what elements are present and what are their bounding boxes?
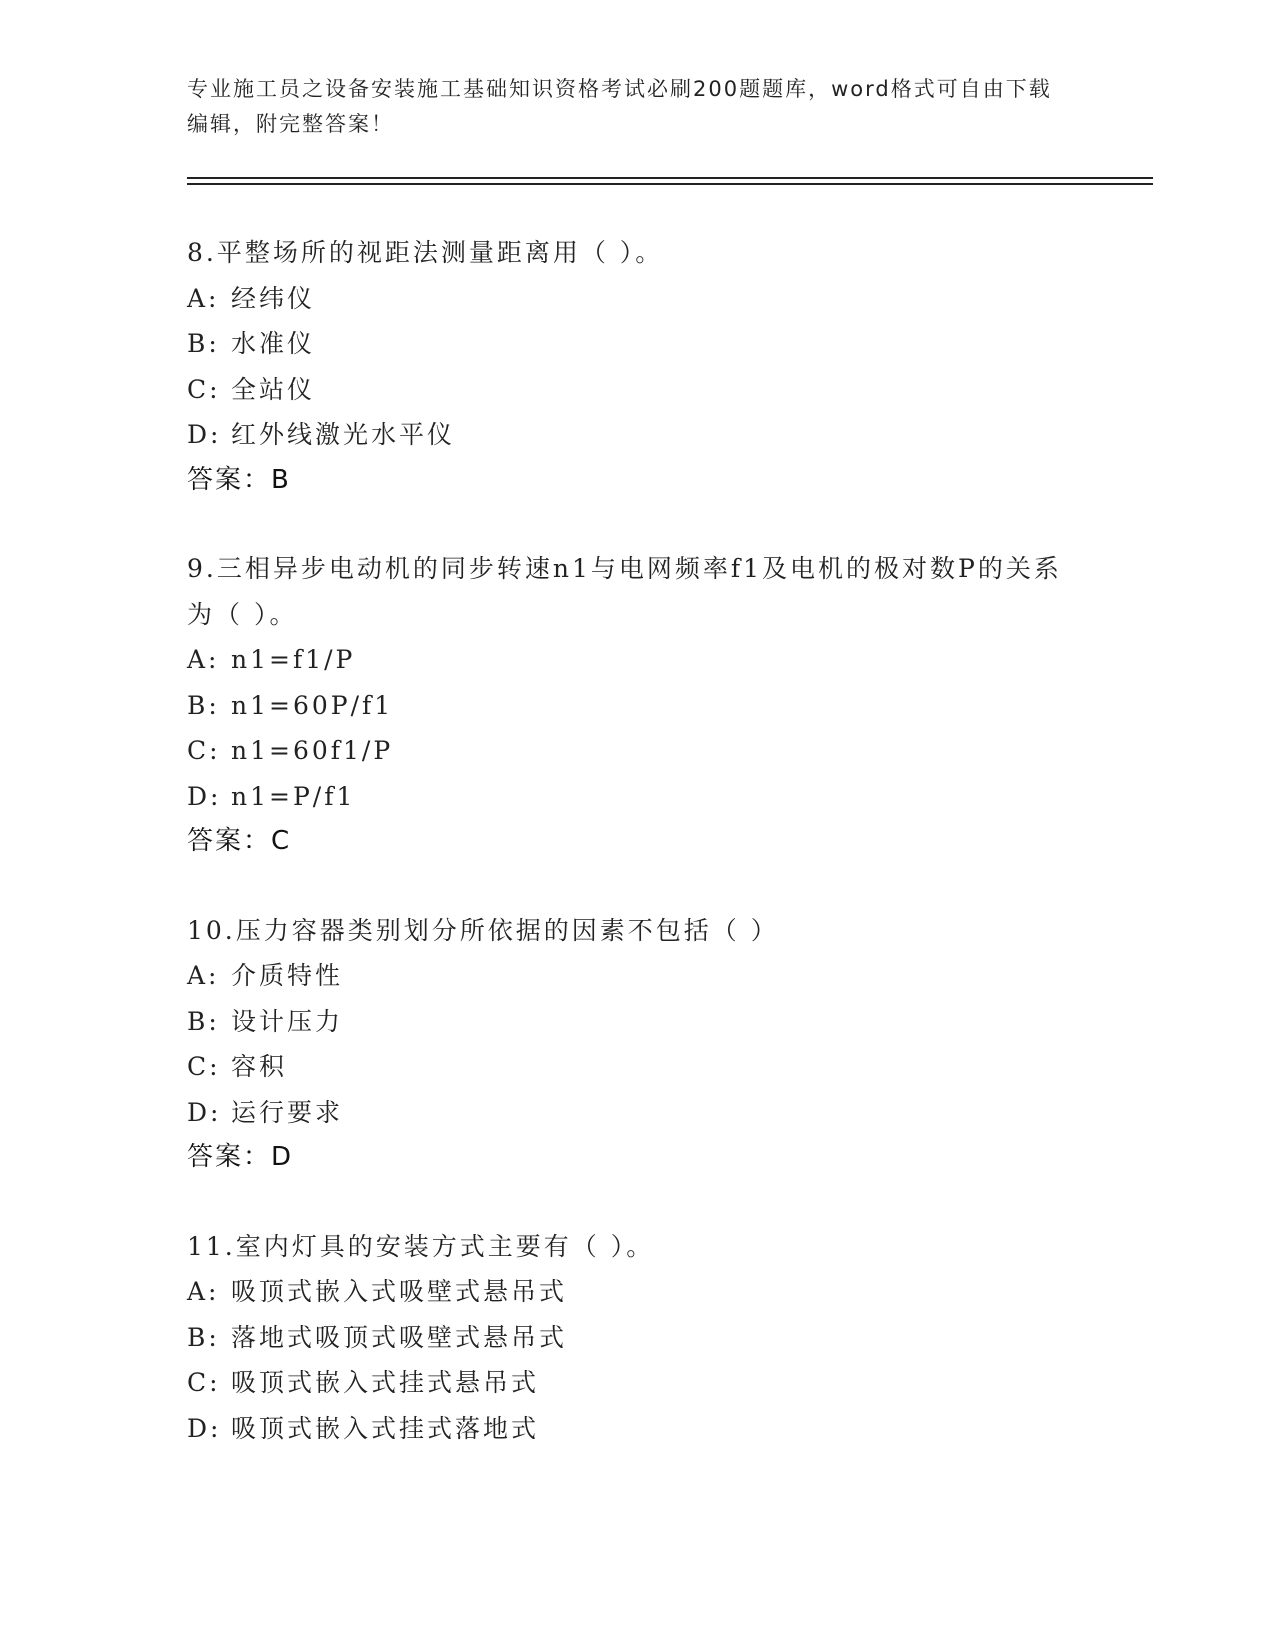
question-10 bbox=[187, 908, 1087, 1181]
option-letter: B: bbox=[187, 329, 220, 358]
question-text: 8.平整场所的视距法测量距离用（ ）。 bbox=[187, 238, 664, 267]
option-letter: B: bbox=[187, 1006, 220, 1036]
question-list bbox=[187, 230, 1087, 1494]
option-letter: C: bbox=[187, 1368, 221, 1397]
option-c bbox=[187, 367, 1087, 413]
option-text: 介质特性 bbox=[231, 961, 344, 990]
option-d bbox=[187, 412, 1087, 458]
option-c bbox=[187, 728, 1087, 774]
option-letter: D: bbox=[187, 420, 222, 449]
option-text: 水准仪 bbox=[231, 329, 316, 358]
option-letter: C: bbox=[187, 1052, 221, 1081]
option-text: n1=f1/P bbox=[231, 645, 356, 674]
option-letter: C: bbox=[187, 374, 221, 404]
option-d bbox=[187, 774, 1087, 820]
document-header: 专业施工员之设备安装施工基础知识资格考试必刷200题题库，word格式可自由下载编辑，附完整答案！ bbox=[187, 77, 1052, 136]
option-a bbox=[187, 637, 1087, 683]
question-text: 11.室内灯具的安装方式主要有（ ）。 bbox=[187, 1231, 655, 1261]
header-rule-bottom bbox=[187, 183, 1153, 185]
option-text: 吸顶式嵌入式挂式落地式 bbox=[231, 1413, 540, 1443]
option-text: 落地式吸顶式吸壁式悬吊式 bbox=[231, 1322, 568, 1352]
option-letter: C: bbox=[187, 736, 221, 765]
option-text: 经纬仪 bbox=[231, 283, 316, 313]
option-letter: A: bbox=[187, 283, 220, 313]
option-text: 吸顶式嵌入式挂式悬吊式 bbox=[231, 1368, 540, 1397]
option-letter: B: bbox=[187, 1322, 220, 1352]
question-8 bbox=[187, 230, 1087, 503]
option-b bbox=[187, 321, 1087, 367]
header-rule-top bbox=[187, 177, 1153, 179]
option-text: 设计压力 bbox=[231, 1006, 344, 1036]
option-text: n1=60f1/P bbox=[231, 736, 394, 765]
option-d bbox=[187, 1406, 1087, 1452]
question-9 bbox=[187, 546, 1087, 865]
question-11 bbox=[187, 1224, 1087, 1452]
option-d bbox=[187, 1090, 1087, 1136]
option-letter: A: bbox=[187, 645, 220, 674]
option-text: 容积 bbox=[231, 1052, 288, 1081]
answer-line: 答案：C bbox=[187, 826, 292, 856]
option-a bbox=[187, 276, 1087, 322]
option-text: 运行要求 bbox=[231, 1097, 344, 1127]
option-text: 全站仪 bbox=[231, 374, 316, 404]
option-a bbox=[187, 1269, 1087, 1315]
question-text: 10.压力容器类别划分所依据的因素不包括（ ） bbox=[187, 915, 779, 945]
option-text: 红外线激光水平仪 bbox=[231, 420, 456, 449]
option-text: 吸顶式嵌入式吸壁式悬吊式 bbox=[231, 1277, 568, 1306]
option-letter: D: bbox=[187, 781, 222, 811]
option-b bbox=[187, 999, 1087, 1045]
answer-line: 答案：D bbox=[187, 1142, 294, 1172]
option-letter: D: bbox=[187, 1413, 222, 1443]
option-letter: D: bbox=[187, 1097, 222, 1127]
question-text: 9.三相异步电动机的同步转速n1与电网频率f1及电机的极对数P的关系为（ ）。 bbox=[187, 554, 1062, 629]
option-c bbox=[187, 1044, 1087, 1090]
option-letter: A: bbox=[187, 1277, 220, 1306]
option-a bbox=[187, 953, 1087, 999]
option-b bbox=[187, 683, 1087, 729]
option-letter: B: bbox=[187, 690, 220, 720]
option-text: n1=60P/f1 bbox=[231, 690, 394, 720]
option-c bbox=[187, 1360, 1087, 1406]
option-letter: A: bbox=[187, 961, 220, 990]
answer-line: 答案：B bbox=[187, 464, 291, 495]
option-b bbox=[187, 1315, 1087, 1361]
option-text: n1=P/f1 bbox=[231, 781, 356, 811]
